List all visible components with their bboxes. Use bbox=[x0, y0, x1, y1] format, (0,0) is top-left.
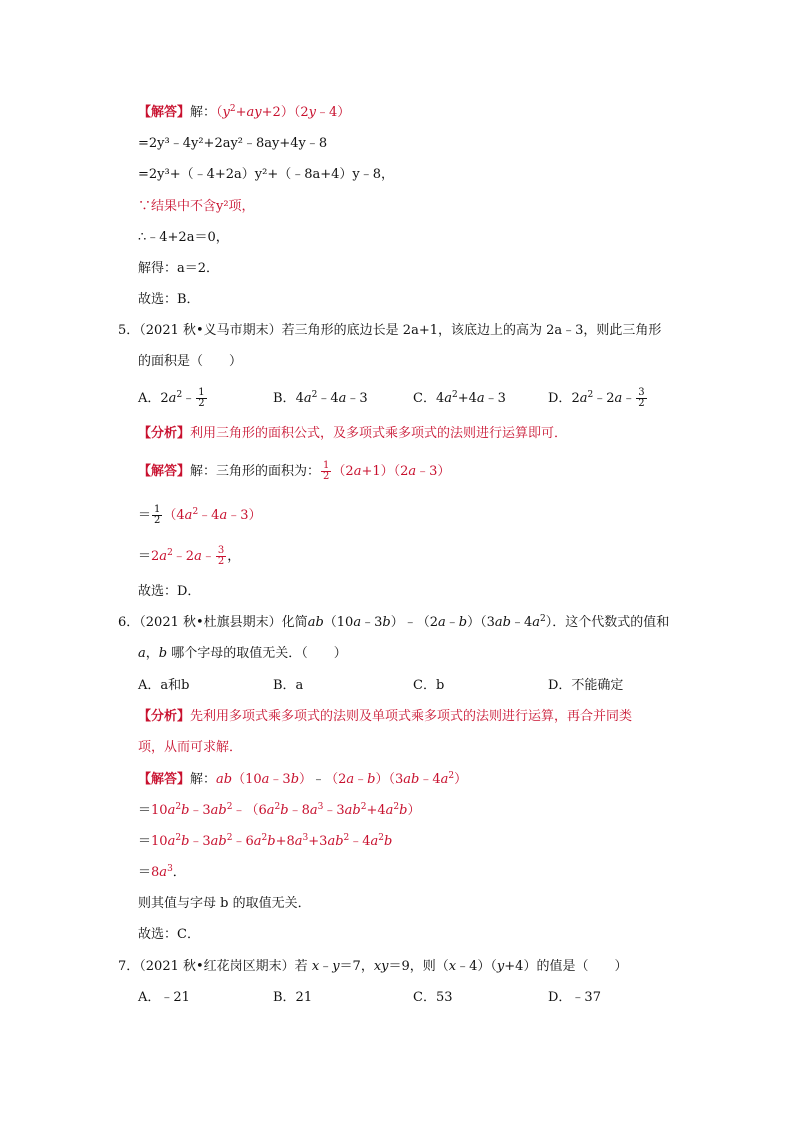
q6-stem-2: a，b 哪个字母的取值无关．（ ） bbox=[138, 646, 347, 661]
q4-step-4: ∴﹣4+2a＝0， bbox=[138, 230, 229, 245]
q6-conclusion: 故选：C． bbox=[138, 927, 200, 942]
q5-option-a[interactable]: A．$2a^2﹣$ $\frac{1}{2}$ bbox=[138, 387, 205, 409]
answer-lead: 解： bbox=[190, 772, 217, 787]
q7-option-c[interactable]: C．53 bbox=[413, 990, 453, 1005]
q6-step-3: $=8a^3$． bbox=[138, 864, 186, 880]
q6-step-2: $=10a^2b﹣3ab^2﹣6a^2b+8a^3+3ab^2﹣4a^2b$ bbox=[138, 833, 393, 849]
question-source: （2021 秋•义马市期末） bbox=[139, 323, 282, 338]
q4-expression: $(y^2+ay+2)(2y﹣4)$ bbox=[216, 104, 351, 120]
analysis-text: 先利用多项式乘多项式的法则及单项式乘多项式的法则进行运算，再合并同类 bbox=[190, 709, 633, 724]
analysis-text: 利用三角形的面积公式，及多项式乘多项式的法则进行运算即可． bbox=[190, 426, 568, 441]
question-number: 5． bbox=[118, 323, 140, 338]
q4-answer-line bbox=[138, 104, 350, 122]
q7-option-a[interactable]: A．﹣21 bbox=[138, 990, 190, 1005]
q4-conclusion: 故选：B． bbox=[138, 292, 200, 307]
q7-option-d[interactable]: D．﹣37 bbox=[548, 990, 601, 1005]
q5-expression: $\frac{1}{2}$ （2a+1）（2a﹣3） bbox=[323, 460, 451, 482]
answer-tag: 【解答】 bbox=[138, 772, 191, 787]
analysis-tag: 【分析】 bbox=[138, 709, 191, 724]
answer-lead: 解：三角形的面积为： bbox=[190, 464, 321, 479]
question-stem: 若三角形的底边长是 2a+1，该底边上的高为 2a﹣3，则此三角形 bbox=[281, 323, 662, 338]
q6-option-d[interactable]: D．不能确定 bbox=[548, 678, 624, 693]
q5-step-1: ＝ $\frac{1}{2}$ $(4a^2﹣4a﹣3)$ bbox=[138, 504, 262, 526]
answer-tag: 【解答】 bbox=[138, 105, 191, 120]
q4-step-2: =2y³+（﹣4+2a）y²+（﹣8a+4）y﹣8， bbox=[138, 167, 395, 182]
q6-analysis-2: 项，从而可求解． bbox=[138, 740, 243, 755]
q4-step-3: ∵结果中不含y²项， bbox=[138, 199, 255, 214]
q7-stem: 7．（2021 秋•红花岗区期末）若 x﹣y＝7，xy＝9，则（x﹣4）（y+4）的值是（ ） bbox=[118, 959, 628, 974]
q5-option-b[interactable]: B．$4a^2﹣4a﹣3$ bbox=[273, 390, 368, 406]
q5-option-d[interactable]: D．$2a^2﹣2a﹣$ $\frac{3}{2}$ bbox=[548, 387, 645, 409]
q6-analysis bbox=[138, 708, 632, 726]
q5-stem bbox=[118, 322, 661, 340]
q5-stem-2: 的面积是（ ） bbox=[138, 354, 243, 369]
q5-conclusion: 故选：D． bbox=[138, 584, 201, 599]
q7-option-b[interactable]: B．21 bbox=[273, 990, 313, 1005]
q5-answer bbox=[138, 461, 450, 482]
q6-option-c[interactable]: C．b bbox=[413, 678, 445, 693]
q5-option-c[interactable]: C．$4a^2+4a﹣3$ bbox=[413, 390, 506, 406]
q4-step-5: 解得：a＝2． bbox=[138, 261, 220, 276]
q5-step-2: $=2a^2﹣2a﹣$ $\frac{3}{2}$ ， bbox=[138, 545, 241, 567]
q6-note: 则其值与字母 b 的取值无关． bbox=[138, 896, 311, 911]
question-source: （2021 秋•杜旗县期末） bbox=[139, 615, 282, 630]
q6-option-b[interactable]: B．a bbox=[273, 678, 304, 693]
question-source: （2021 秋•红花岗区期末） bbox=[139, 959, 295, 974]
q6-step-1: $=10a^2b﹣3ab^2﹣(6a^2b﹣8a^3﹣3ab^2+4a^2b)$ bbox=[138, 802, 421, 818]
q6-answer: 【解答】解：$ab(10a﹣3b)﹣(2a﹣b)(3ab﹣4a^2)$ bbox=[138, 771, 468, 787]
q5-analysis bbox=[138, 425, 567, 443]
answer-lead: 解： bbox=[190, 105, 217, 120]
answer-tag: 【解答】 bbox=[138, 464, 191, 479]
q6-option-a[interactable]: A．a和b bbox=[138, 678, 190, 693]
q4-step-1: =2y³﹣4y²+2ay²﹣8ay+4y﹣8 bbox=[138, 136, 328, 151]
analysis-tag: 【分析】 bbox=[138, 426, 191, 441]
q6-stem: 6．（2021 秋•杜旗县期末）化简$ab(10a﹣3b)﹣(2a﹣b)(3ab﹣4a^2)$．这个代数式的值和 bbox=[118, 614, 670, 630]
